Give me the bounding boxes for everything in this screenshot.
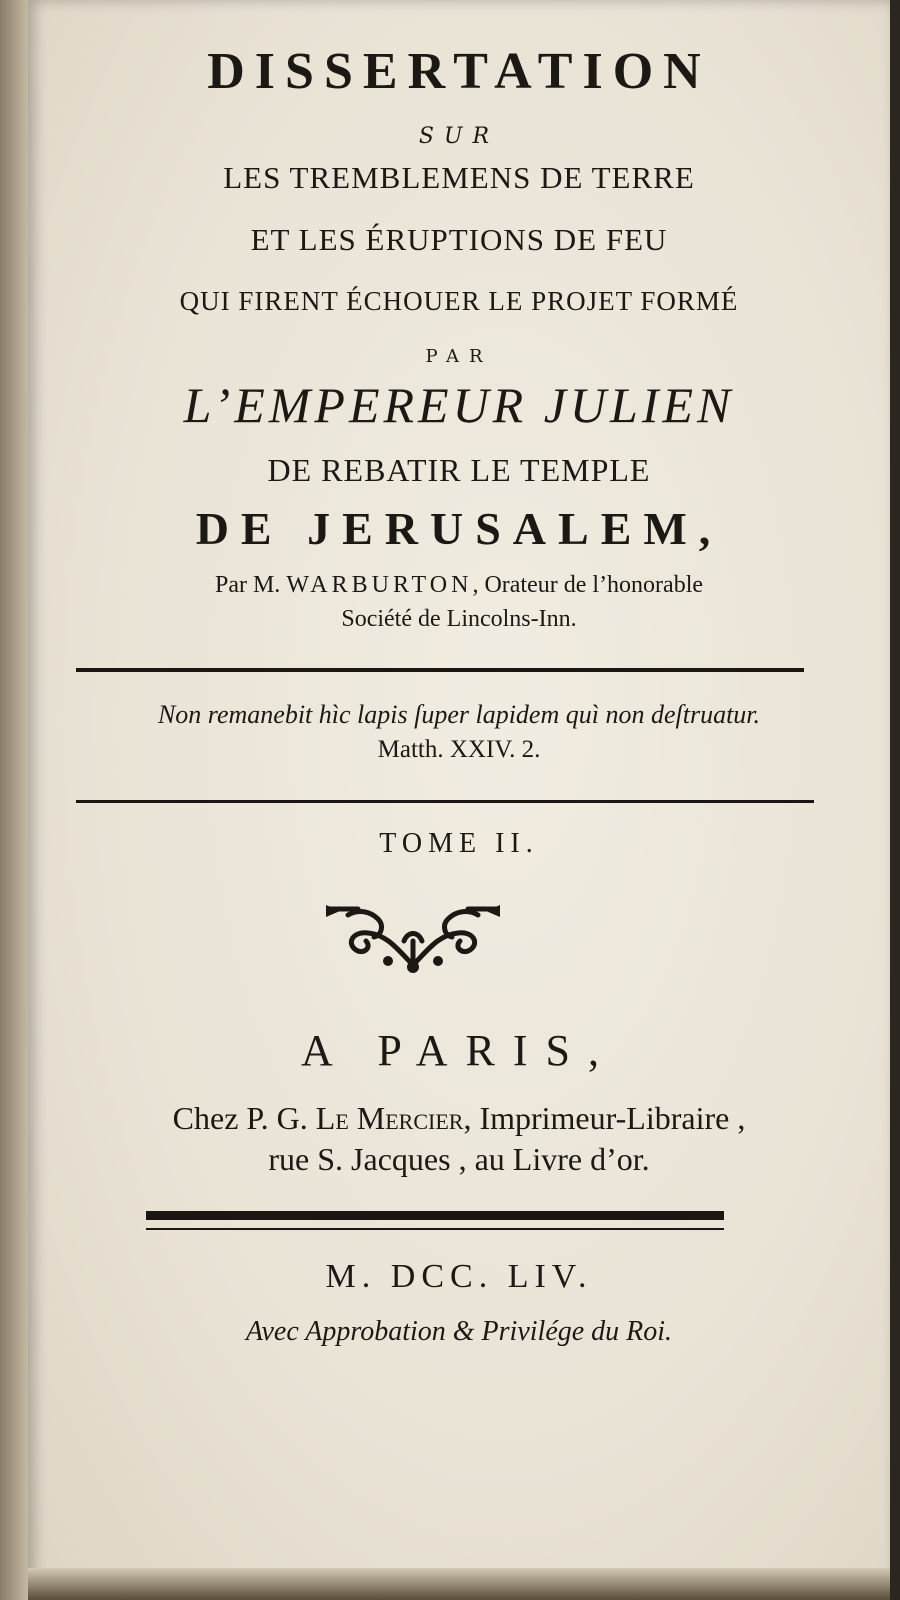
book-title: DISSERTATION	[207, 43, 711, 100]
author-society: Société de Lincolns-Inn.	[341, 606, 577, 632]
title-page	[28, 0, 890, 1600]
imprint-address: rue S. Jacques , au Livre d’or.	[268, 1141, 650, 1177]
publisher-prefix: Chez P. G.	[172, 1100, 308, 1136]
sur-word: SUR	[418, 124, 500, 149]
motto-reference: Matth. XXIV. 2.	[377, 736, 541, 763]
author-suffix: , Orateur de l’honorable	[472, 572, 704, 598]
divider-rule	[76, 800, 814, 803]
publisher-suffix: , Imprimeur-Libraire ,	[463, 1100, 746, 1136]
subtitle-line-1: LES TREMBLEMENS DE TERRE	[223, 160, 695, 195]
author-prefix: Par M.	[214, 572, 281, 598]
double-rule-thick	[146, 1211, 724, 1220]
imprint-city: A PARIS,	[300, 1026, 618, 1075]
author-name: WARBURTON	[286, 572, 473, 598]
author-line	[28, 572, 890, 599]
rebatir-line: DE REBATIR LE TEMPLE	[267, 452, 651, 488]
par-word: PAR	[425, 346, 493, 367]
subtitle-line-3: QUI FIRENT ÉCHOUER LE PROJET FORMÉ	[179, 286, 739, 316]
imprint-publisher	[28, 1100, 890, 1137]
divider-rule	[76, 668, 804, 672]
volume-label: TOME II.	[379, 828, 539, 859]
publication-date: M. DCC. LIV.	[325, 1258, 593, 1295]
page-bottom-edge	[28, 1568, 890, 1600]
publisher-name: Le Mercier	[315, 1100, 464, 1136]
latin-motto: Non remanebit hìc lapis ſuper lapidem quì non deſtruatur.	[157, 700, 761, 729]
royal-privilege: Avec Approbation & Privilége du Roi.	[245, 1316, 673, 1347]
emperor-name: L’EMPEREUR JULIEN	[183, 377, 735, 433]
foliage-fleuron-icon	[318, 895, 508, 975]
jerusalem-line: DE JERUSALEM,	[195, 503, 723, 554]
subtitle-line-2: ET LES ÉRUPTIONS DE FEU	[250, 222, 668, 257]
double-rule-thin	[146, 1228, 724, 1230]
